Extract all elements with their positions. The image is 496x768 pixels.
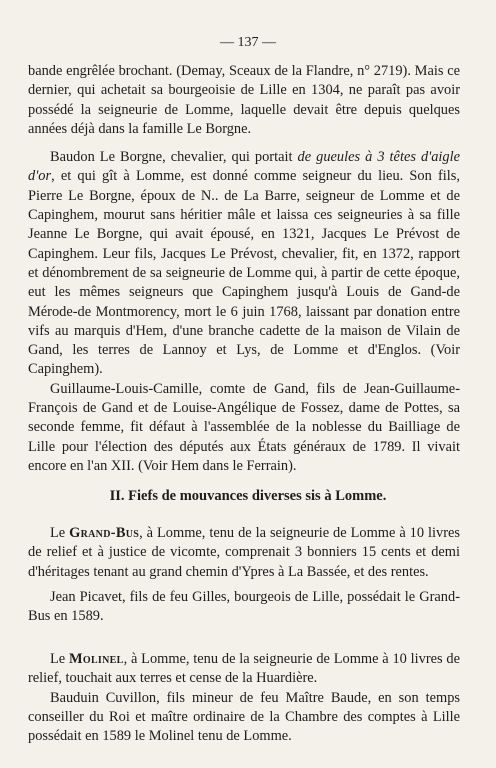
baudon-text-start: Baudon Le Borgne, chevalier, qui portait [50,149,298,166]
paragraph-demay: bande engrêlée brochant. (Demay, Sceaux de la Flandre, n° 2719). Mais ce dernier, qui achetait sa bourgeoisie de Lille en 1304, ne paraît pas avoir possédé la seigneurie de Lomme, laquelle devait être depuis quelques années déjà dans la famille Le Borgne. [28,63,460,137]
baudon-text-rest: , et qui gît à Lomme, est donné comme seigneur du lieu. Son fils, Pierre Le Borgne, époux de N.. de La Barre, seigneur de Lomme et de Capinghem, mourut sans héritier mâle et laissa ces seigneuries à sa fille Jeanne Le Borgne, qui avait épousé, en 1321, Jacques Le Prévost de Capinghem. Leur fils, Jacques Le Prévost, chevalier, fit, en 1372, rapport et dénombrement de sa seigneurie de Lomme qui, à partir de cette époque, eut les mêmes seigneurs que Capinghem jusqu'à Louis de Gand-de Mérode-de Montmorency, mort le 6 juin 1768, laissant par donation entre vifs au marquis d'Hem, d'une branche cadette de la maison de Vilain de Gand, les terres de Lannoy et Lys, de Lomme et d'Englos. (Voir Capinghem). [28,168,460,378]
page-number: — 137 — [220,35,276,50]
text-block-1 [28,62,460,476]
section-title: II. Fiefs de mouvances diverses sis à Lomme. [109,488,387,504]
paragraph-grand-bus [28,524,460,582]
paragraph-gap [28,139,460,148]
molinel-text: , à Lomme, tenu de la seigneurie de Lomme à 10 livres de relief, touchait aux terres et cense de la Huardière. [28,651,460,687]
text-block-molinel [28,650,460,746]
grand-bus-name: Grand-Bus [69,525,140,541]
grand-bus-text: , à Lomme, tenu de la seigneurie de Lomme à 10 livres de relief et à justice de vicomte, comprenait 3 bonniers 15 cents et demi d'héritages tenant au grand chemin d'Ypres à La Bassée, et des rentes. [28,525,460,580]
paragraph-guillaume: Guillaume-Louis-Camille, comte de Gand, fils de Jean-Guillaume-François de Gand et de Louise-Angélique de Fossez, dame de Pottes, sa seconde femme, fit défaut à l'assemblée de la noblesse du Bailliage de Lille pour l'élection des députés aux États généraux de 1789. Il vivait encore en l'an XII. (Voir Hem dans le Ferrain). [28,380,460,474]
blazon-italic: de gueules à 3 têtes d'aigle d'or [28,149,460,185]
paragraph-baudon [28,148,460,380]
paragraph-picavet: Jean Picavet, fils de feu Gilles, bourgeois de Lille, possédait le Grand-Bus en 1589. [28,588,460,625]
paragraph-molinel [28,650,460,689]
molinel-name: Molinel [68,651,124,667]
text-block-grand-bus [28,524,460,626]
grand-bus-le: Le [50,525,70,541]
paragraph-cuvillon: Bauduin Cuvillon, fils mineur de feu Maître Baude, en son temps conseiller du Roi et maître ordinaire de la Chambre des comptes à Lille possédait en 1589 le Molinel tenu de Lomme. [28,689,460,745]
molinel-le: Le [50,651,69,667]
